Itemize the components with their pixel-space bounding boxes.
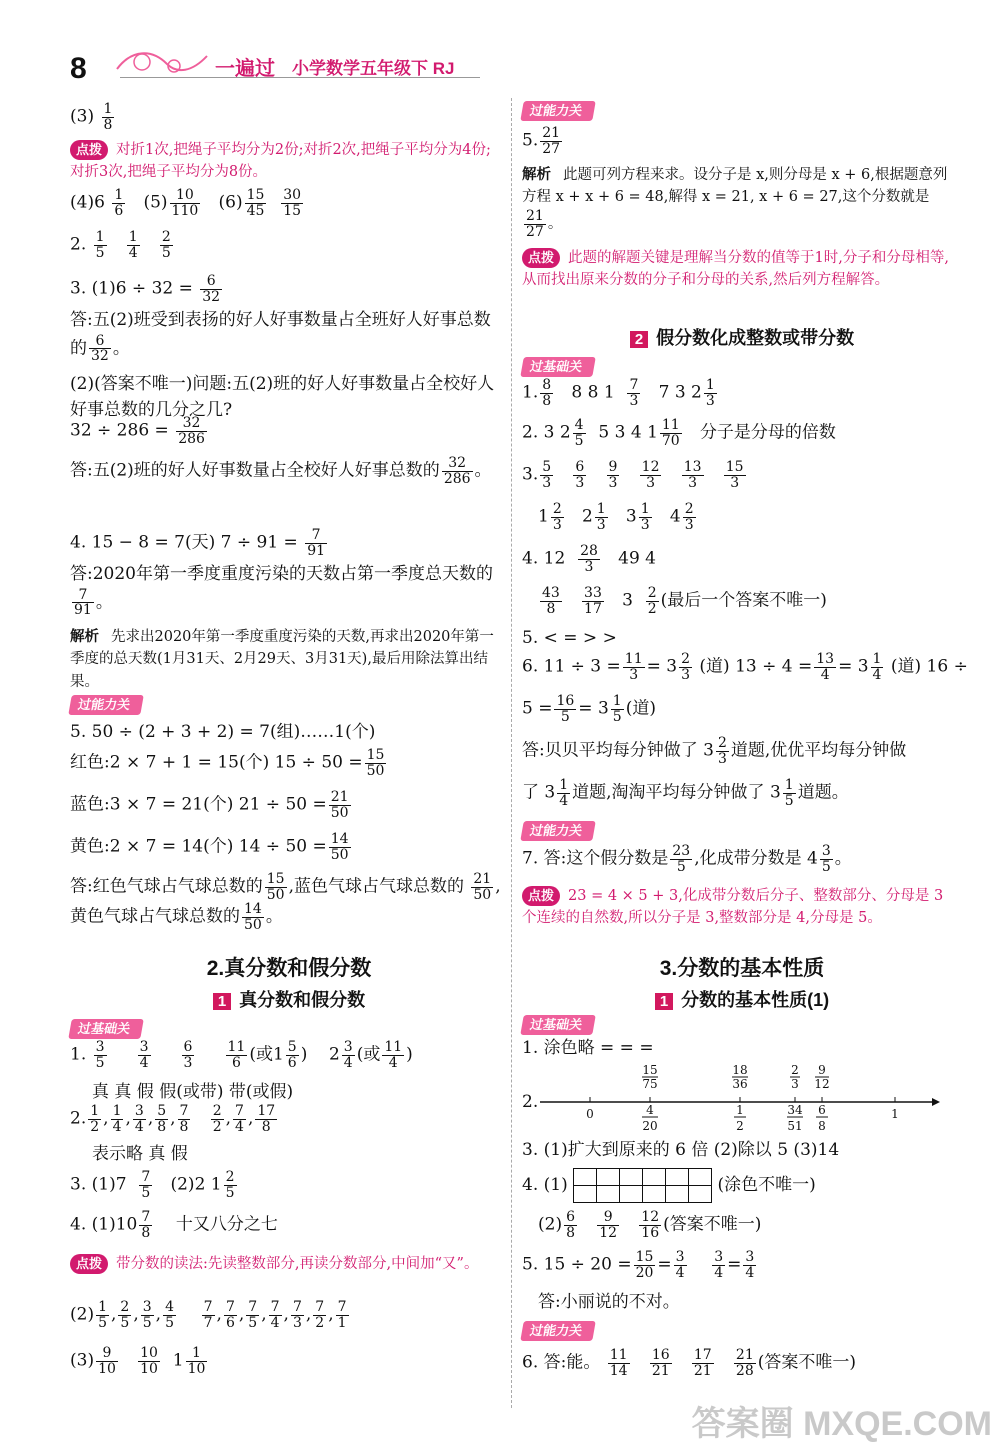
answer-line: 2. $\frac{1}{2}$ , $\frac{1}{4}$ , $\frac{3}{4}$ , $\frac{5}{8}$ , $\frac{7}{8}$ $\frac{2}{2}$ , $\frac{7}{4}$ , $\frac{17}{8}$ [70, 1103, 276, 1135]
svg-text:75: 75 [642, 1077, 658, 1091]
subsection-title: 2 假分数化成整数或带分数 [522, 324, 962, 350]
answer-text: 答:红色气球占气球总数的 $\frac{15}{50}$ ,蓝色气球占气球总数的 $\frac{21}{50}$ ,黄色气球占气球总数的 $\frac{14}{50}$ 。 [70, 871, 501, 934]
answer-line: 黄色:2 × 7 = 14(个) 14 ÷ 50 = $\frac{14}{50}$ [70, 831, 349, 863]
section-tag: 过基础关 [522, 1014, 594, 1035]
answer-line: (3) $\frac{1}{8}$ [70, 101, 113, 133]
section-title: 2.真分数和假分数 [206, 957, 372, 980]
answer-line: 5. $\frac{21}{27}$ [522, 125, 561, 157]
analysis-note: 解析 先求出2020年第一季度重度污染的天数,再求出2020年第一季度的总天数(1月31天、2月29天、3月31天),最后用除法算出结果。 [70, 628, 494, 690]
subsection-title: 1 真分数和假分数 [70, 986, 508, 1012]
answer-line: 7. 答:这个假分数是 $\frac{23}{5}$ ,化成带分数是 4 $\frac{3}{5}$ 。 [522, 843, 852, 875]
shading-grid [573, 1168, 712, 1203]
section-tag: 过能力关 [522, 820, 594, 841]
svg-text:36: 36 [732, 1077, 748, 1091]
svg-text:15: 15 [642, 1063, 658, 1077]
answer-line: 答:贝贝平均每分钟做了 3 $\frac{2}{3}$ 道题,优优平均每分钟做 [522, 735, 907, 767]
answer-line: 3. (1)6 ÷ 32 = $\frac{6}{32}$ [70, 273, 221, 305]
answer-line: 4. 12 $\frac{28}{3}$ 49 4 [522, 543, 656, 575]
answer-line: $\frac{43}{8}$ $\frac{33}{17}$ 3 $\frac{2}{2}$ (最后一个答案不唯一) [542, 585, 827, 617]
answer-line: 4. (1)10 $\frac{7}{8}$ 十又八分之七 [70, 1209, 278, 1241]
answer-line: 3. (1)扩大到原来的 6 倍 (2)除以 5 (3)14 [522, 1140, 840, 1160]
answer-line: 3. (1)7 $\frac{7}{5}$ (2)2 1 $\frac{2}{5}$ [70, 1169, 235, 1201]
answer-text: 答:2020年第一季度重度污染的天数占第一季度总天数的 $\frac{7}{91}$ 。 [70, 564, 493, 619]
section-tag: 过能力关 [522, 1320, 594, 1341]
section-tag: 过能力关 [70, 694, 142, 715]
analysis-note: 解析 此题可列方程来求。设分子是 x,则分母是 x + 6,根据题意列方程 x + x + 6 = 48,解得 x = 21, x + 6 = 27,这个分数就是 $\frac{21}{27}$ 。 [522, 166, 948, 240]
section-title: 3.分数的基本性质 [659, 957, 825, 980]
svg-text:3: 3 [791, 1077, 799, 1091]
svg-text:8: 8 [818, 1119, 826, 1133]
answer-line: 真 真 假 假(或带) 带(或假) [92, 1082, 294, 1102]
answer-line: 答:小丽说的不对。 [538, 1292, 680, 1312]
svg-text:18: 18 [732, 1063, 748, 1077]
hint-note: 点拨 对折1次,把绳子平均分为2份;对折2次,把绳子平均分为4份;对折3次,把绳子平均分为8份。 [70, 142, 491, 180]
svg-text:51: 51 [787, 1119, 803, 1133]
answer-text: 答:五(2)班受到表扬的好人好事数量占全班好人好事总数的 $\frac{6}{32}$ 。 [70, 310, 491, 365]
svg-text:1: 1 [891, 1107, 899, 1121]
svg-text:2: 2 [791, 1063, 799, 1077]
answer-text: (2)(答案不唯一)问题:五(2)班的好人好事数量占全校好人好事总数的几分之几? [70, 374, 495, 420]
hint-note: 点拨 23 = 4 × 5 + 3,化成带分数后分子、整数部分、分母是 3 个连续的自然数,所以分子是 3,整数部分是 4,分母是 5。 [522, 888, 944, 926]
svg-text:9: 9 [818, 1063, 826, 1077]
answer-line: 6. 答:能。 $\frac{11}{14}$ $\frac{16}{21}$ $\frac{17}{21}$ $\frac{21}{28}$ (答案不唯一) [522, 1347, 856, 1379]
answer-line: 5. < = > > [522, 628, 617, 648]
section-tag: 过基础关 [522, 356, 594, 377]
subsection-title: 1 分数的基本性质(1) [522, 986, 962, 1012]
watermark: 答案圈 MXQE.COM [691, 1405, 992, 1443]
book-title: 小学数学五年级下 RJ [292, 59, 455, 78]
svg-text:1: 1 [736, 1103, 744, 1117]
svg-text:2: 2 [736, 1119, 744, 1133]
answer-line: 2. $\frac{1}{5}$ $\frac{1}{4}$ $\frac{2}{5}$ [70, 229, 171, 261]
page-header [0, 0, 1000, 90]
hint-note: 点拨 此题的解题关键是理解当分数的值等于1时,分子和分母相等,从而找出原来分数的分子和分母的关系,然后列方程解答。 [522, 250, 949, 288]
answer-line: 2. 3 2 $\frac{4}{5}$ 5 3 4 1 $\frac{11}{70}$ 分子是分母的倍数 [522, 417, 836, 449]
column-divider [511, 98, 512, 1408]
answer-line: (2) $\frac{1}{5}$ , $\frac{2}{5}$ , $\frac{3}{5}$ , $\frac{4}{5}$ $\frac{7}{7}$ , $\frac{7}{6}$ , $\frac{7}{5}$ , $\frac{7}{4}$ , $\frac{7}{3}$ , $\frac{7}{2}$ , $\frac{7}{1}$ [70, 1299, 347, 1331]
answer-line: 蓝色:3 × 7 = 21(个) 21 ÷ 50 = $\frac{21}{50}$ [70, 789, 349, 821]
decorative-swirl-icon [112, 44, 212, 80]
answer-line: 4. (1) (涂色不唯一) [522, 1168, 816, 1203]
answer-line: 5. 15 ÷ 20 = $\frac{15}{20}$ = $\frac{3}{4}$ $\frac{3}{4}$ = $\frac{3}{4}$ [522, 1249, 755, 1281]
answer-line: (3) $\frac{9}{10}$ $\frac{10}{10}$ 1 $\frac{1}{10}$ [70, 1345, 206, 1377]
answer-line: (2) $\frac{6}{8}$ $\frac{9}{12}$ $\frac{12}{16}$ (答案不唯一) [538, 1209, 762, 1241]
answer-line: (4)6 $\frac{1}{6}$ (5) $\frac{10}{110}$ (6) $\frac{15}{45}$ $\frac{30}{15}$ [70, 187, 302, 219]
answer-line: 红色:2 × 7 + 1 = 15(个) 15 ÷ 50 = $\frac{15}{50}$ [70, 747, 385, 779]
answer-line: 5. 50 ÷ (2 + 3 + 2) = 7(组)……1(个) [70, 722, 376, 742]
svg-text:12: 12 [814, 1077, 830, 1091]
answer-line: 32 ÷ 286 = $\frac{32}{286}$ [70, 415, 205, 447]
section-tag: 过能力关 [522, 100, 594, 121]
svg-text:34: 34 [787, 1103, 803, 1117]
answer-line: 4. 15 − 8 = 7(天) 7 ÷ 91 = $\frac{7}{91}$ [70, 527, 326, 559]
answer-line: 1. $\frac{8}{8}$ 8 8 1 $\frac{7}{3}$ 7 3 2 $\frac{1}{3}$ [522, 377, 715, 409]
brand-logo: 一遍过 [215, 58, 275, 80]
answer-line: 5 = $\frac{16}{5}$ = 3 $\frac{1}{5}$ (道) [522, 693, 656, 725]
answer-line: 1 $\frac{2}{3}$ 2 $\frac{1}{3}$ 3 $\frac{1}{3}$ 4 $\frac{2}{3}$ [538, 501, 694, 533]
header-rule [120, 77, 480, 78]
answer-text: 答:五(2)班的好人好事数量占全校好人好事总数的 $\frac{32}{286}$ 。 [70, 455, 492, 487]
answer-line: 3. $\frac{5}{3}$ $\frac{6}{3}$ $\frac{9}{3}$ $\frac{12}{3}$ $\frac{13}{3}$ $\frac{15}{3}$ [522, 459, 744, 491]
answer-line: 1. $\frac{3}{5}$ $\frac{3}{4}$ $\frac{6}{3}$ $\frac{11}{6}$ (或1 $\frac{5}{6}$ ) 2 $\frac{3}{4}$ (或 $\frac{11}{4}$ ) [70, 1039, 413, 1071]
hint-note: 点拨 带分数的读法:先读整数部分,再读分数部分,中间加“又”。 [70, 1254, 500, 1276]
svg-text:6: 6 [818, 1103, 826, 1117]
page-number: 8 [70, 52, 87, 85]
answer-line: 2. [522, 1092, 539, 1112]
answer-line: 1. 涂色略 = = = [522, 1038, 654, 1058]
answer-line: 6. 11 ÷ 3 = $\frac{11}{3}$ = 3 $\frac{2}{3}$ (道) 13 ÷ 4 = $\frac{13}{4}$ = 3 $\frac{1}{4}$ (道) 16 ÷ [522, 651, 968, 683]
svg-text:0: 0 [586, 1107, 594, 1121]
answer-line: 表示略 真 假 [92, 1144, 188, 1164]
number-line [540, 1062, 940, 1142]
section-tag: 过基础关 [70, 1018, 142, 1039]
answer-line: 了 3 $\frac{1}{4}$ 道题,淘淘平均每分钟做了 3 $\frac{1}{5}$ 道题。 [522, 777, 849, 809]
svg-text:20: 20 [642, 1119, 658, 1133]
svg-text:4: 4 [646, 1103, 654, 1117]
